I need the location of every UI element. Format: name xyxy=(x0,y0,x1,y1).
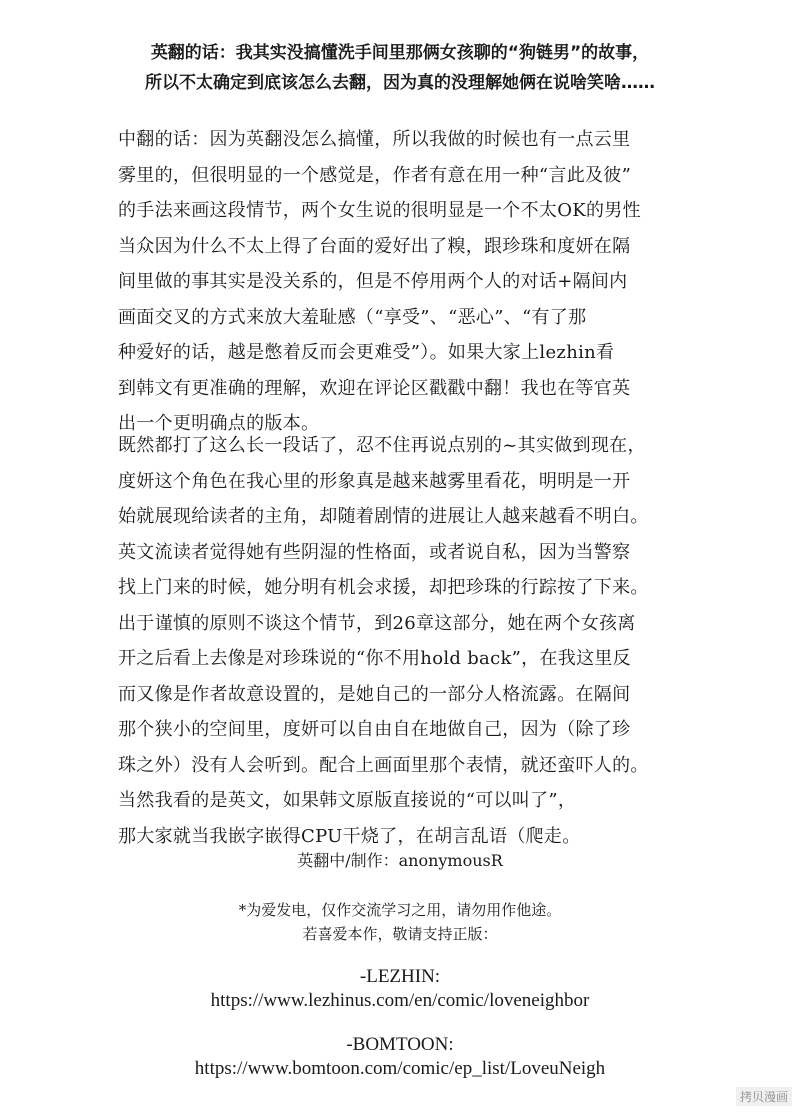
site-watermark: 拷贝漫画 xyxy=(736,1087,792,1106)
para2-line: 而又像是作者故意设置的，是她自己的一部分人格流露。在隔间 xyxy=(118,683,631,705)
usage-notice xyxy=(0,898,800,946)
para1-line: 雾里的，但很明显的一个感觉是，作者有意在用一种“言此及彼” xyxy=(118,164,632,186)
bomtoon-url-link[interactable]: https://www.bomtoon.com/comic/ep_list/LoveuNeigh xyxy=(194,1058,606,1079)
para2-line: 始就展现给读者的主角，却随着剧情的进展让人越来越看不明白。 xyxy=(118,506,649,527)
para2-line: 珠之外）没有人会听到。配合上画面里那个表情，就还蛮吓人的。 xyxy=(118,754,649,776)
lezhin-link-block xyxy=(0,965,800,1013)
chinese-translator-note xyxy=(118,122,718,442)
para2-line: 开之后看上去像是对珍珠说的“你不用hold back”，在我这里反 xyxy=(118,648,631,669)
para2-line: 那个狭小的空间里，度妍可以自由自在地做自己，因为（除了珍 xyxy=(118,719,631,740)
para2-line: 当然我看的是英文，如果韩文原版直接说的“可以叫了”， xyxy=(118,790,577,811)
bomtoon-link-block xyxy=(0,1033,800,1081)
para1-line: 到韩文有更准确的理解，欢迎在评论区戳戳中翻！我也在等官英 xyxy=(118,377,631,399)
notice-line-1: *为爱发电，仅作交流学习之用，请勿用作他途。 xyxy=(238,901,562,919)
para1-line: 种爱好的话，越是憋着反而会更难受”）。如果大家上lezhin看 xyxy=(118,342,615,363)
para2-line: 那大家就当我嵌字嵌得CPU干烧了，在胡言乱语（爬走。 xyxy=(118,825,581,847)
para1-line: 中翻的话：因为英翻没怎么搞懂，所以我做的时候也有一点云里 xyxy=(118,129,631,150)
para2-line: 度妍这个角色在我心里的形象真是越来越雾里看花，明明是一开 xyxy=(118,470,631,492)
para1-line: 的手法来画这段情节，两个女生说的很明显是一个不太OK的男性 xyxy=(118,200,641,221)
credit-line: 英翻中/制作：anonymousR xyxy=(297,851,503,870)
lezhin-url-link[interactable]: https://www.lezhinus.com/en/comic/loveneighbor xyxy=(210,990,590,1011)
para2-line: 既然都打了这么长一段话了，忍不住再说点别的~其实做到现在， xyxy=(118,435,646,456)
para1-line: 当众因为什么不太上得了台面的爱好出了糗，跟珍珠和度妍在隔 xyxy=(118,235,631,257)
para1-line: 画面交叉的方式来放大羞耻感（“享受”、“恶心”、“有了那 xyxy=(118,306,587,328)
additional-commentary xyxy=(118,428,718,854)
para2-line: 出于谨慎的原则不谈这个情节，到26章这部分，她在两个女孩离 xyxy=(118,612,636,634)
para2-line: 找上门来的时候，她分明有机会求援，却把珍珠的行踪按了下来。 xyxy=(118,577,649,598)
para2-line: 英文流读者觉得她有些阴湿的性格面，或者说自私，因为当警察 xyxy=(118,541,631,563)
notice-line-2: 若喜爱本作，敬请支持正版： xyxy=(302,925,498,943)
lezhin-label: -LEZHIN: xyxy=(359,966,441,987)
header-line-2: 所以不太确定到底该怎么去翻，因为真的没理解她俩在说啥笑啥…… xyxy=(145,73,655,93)
header-line-1: 英翻的话：我其实没搞懂洗手间里那俩女孩聊的“狗链男”的故事， xyxy=(150,43,650,63)
para1-line: 出一个更明确点的版本。 xyxy=(118,413,320,434)
para1-line: 间里做的事其实是没关系的，但是不停用两个人的对话+隔间内 xyxy=(118,271,628,292)
translator-note-header xyxy=(0,38,800,98)
bomtoon-label: -BOMTOON: xyxy=(346,1034,454,1055)
